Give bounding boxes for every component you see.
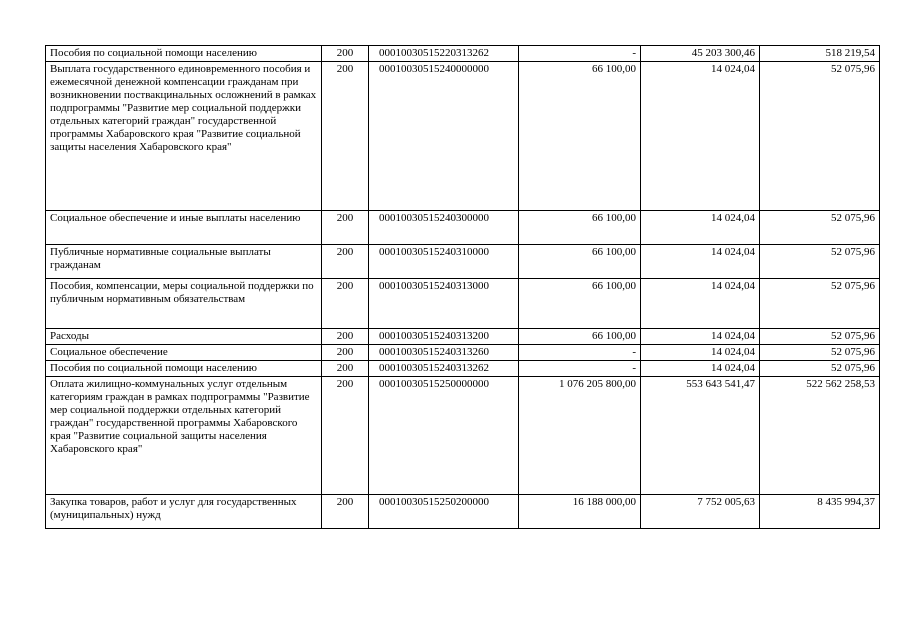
row-code: 200: [322, 245, 369, 279]
row-code: 200: [322, 345, 369, 361]
row-kcsr: 00010030515240300000: [369, 211, 519, 245]
row-unexecuted: 52 075,96: [760, 279, 880, 329]
row-name: Пособия, компенсации, меры социальной поддержки по публичным нормативным обязательствам: [46, 279, 322, 329]
row-unexecuted: 52 075,96: [760, 62, 880, 211]
row-kcsr: 00010030515240310000: [369, 245, 519, 279]
row-approved: 66 100,00: [519, 245, 641, 279]
row-approved: 66 100,00: [519, 211, 641, 245]
row-name: Публичные нормативные социальные выплаты гражданам: [46, 245, 322, 279]
row-kcsr: 00010030515250200000: [369, 495, 519, 529]
row-kcsr: 00010030515240313260: [369, 345, 519, 361]
row-executed: 14 024,04: [641, 329, 760, 345]
table-row: [46, 279, 880, 329]
row-approved: 66 100,00: [519, 62, 641, 211]
row-unexecuted: 8 435 994,37: [760, 495, 880, 529]
row-unexecuted: 52 075,96: [760, 329, 880, 345]
row-approved: 16 188 000,00: [519, 495, 641, 529]
row-code: 200: [322, 495, 369, 529]
row-unexecuted: 52 075,96: [760, 345, 880, 361]
row-executed: 553 643 541,47: [641, 377, 760, 495]
row-approved: -: [519, 345, 641, 361]
row-kcsr: 00010030515240000000: [369, 62, 519, 211]
row-kcsr: 00010030515240313000: [369, 279, 519, 329]
row-unexecuted: 52 075,96: [760, 245, 880, 279]
row-unexecuted: 522 562 258,53: [760, 377, 880, 495]
table-row: [46, 46, 880, 62]
row-executed: 14 024,04: [641, 345, 760, 361]
row-executed: 14 024,04: [641, 211, 760, 245]
table-row: [46, 377, 880, 495]
row-unexecuted: 52 075,96: [760, 211, 880, 245]
row-approved: 1 076 205 800,00: [519, 377, 641, 495]
row-name: Выплата государственного единовременного пособия и ежемесячной денежной компенсации гражданам при возникновении поствакцинальных осложнений в рамках подпрограммы "Развитие мер социальной поддержки отдельных категорий граждан" государственной программы Хабаровского края "Развитие социальной защиты населения Хабаровского края": [46, 62, 322, 211]
row-name: Пособия по социальной помощи населению: [46, 46, 322, 62]
row-executed: 14 024,04: [641, 361, 760, 377]
row-kcsr: 00010030515250000000: [369, 377, 519, 495]
row-name: Оплата жилищно-коммунальных услуг отдельным категориям граждан в рамках подпрограммы "Развитие мер социальной поддержки отдельных категорий граждан" государственной программы Хабаровского края "Развитие социальной защиты населения Хабаровского края": [46, 377, 322, 495]
row-name: Социальное обеспечение и иные выплаты населению: [46, 211, 322, 245]
row-code: 200: [322, 211, 369, 245]
row-approved: -: [519, 361, 641, 377]
row-kcsr: 00010030515240313262: [369, 361, 519, 377]
table-row: [46, 361, 880, 377]
row-executed: 14 024,04: [641, 279, 760, 329]
row-code: 200: [322, 279, 369, 329]
row-executed: 14 024,04: [641, 62, 760, 211]
row-approved: 66 100,00: [519, 329, 641, 345]
row-code: 200: [322, 62, 369, 211]
row-approved: -: [519, 46, 641, 62]
table-row: [46, 495, 880, 529]
row-code: 200: [322, 377, 369, 495]
row-name: Закупка товаров, работ и услуг для государственных (муниципальных) нужд: [46, 495, 322, 529]
table-row: [46, 62, 880, 211]
row-executed: 7 752 005,63: [641, 495, 760, 529]
row-name: Социальное обеспечение: [46, 345, 322, 361]
row-executed: 14 024,04: [641, 245, 760, 279]
row-code: 200: [322, 46, 369, 62]
row-kcsr: 00010030515220313262: [369, 46, 519, 62]
table-row: [46, 211, 880, 245]
budget-execution-table: [45, 45, 880, 529]
row-code: 200: [322, 329, 369, 345]
table-row: [46, 345, 880, 361]
row-executed: 45 203 300,46: [641, 46, 760, 62]
table-row: [46, 245, 880, 279]
row-name: Пособия по социальной помощи населению: [46, 361, 322, 377]
row-unexecuted: 518 219,54: [760, 46, 880, 62]
row-name: Расходы: [46, 329, 322, 345]
row-unexecuted: 52 075,96: [760, 361, 880, 377]
table-row: [46, 329, 880, 345]
row-kcsr: 00010030515240313200: [369, 329, 519, 345]
row-approved: 66 100,00: [519, 279, 641, 329]
row-code: 200: [322, 361, 369, 377]
